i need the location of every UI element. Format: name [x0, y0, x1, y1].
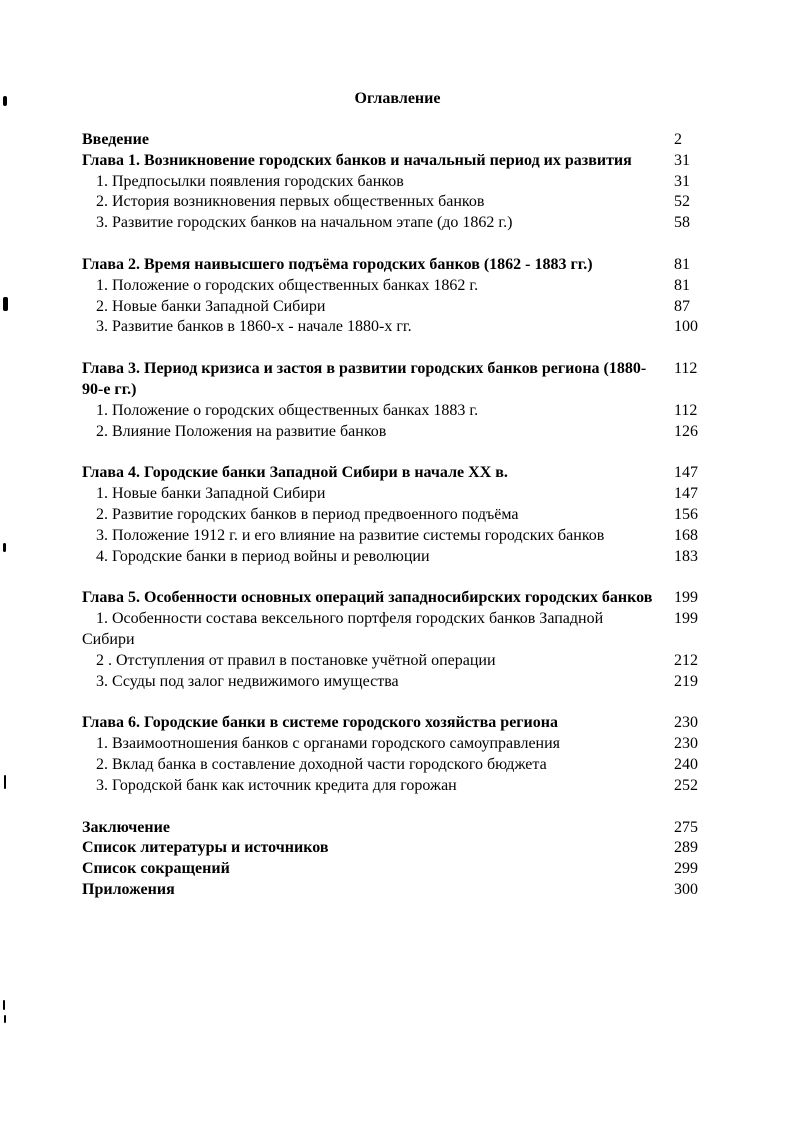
toc-page-number: 31	[674, 151, 690, 169]
toc-entry-title: 3. Развитие банков в 1860-х - начале 1880-х гг.	[96, 318, 412, 336]
toc-entry-section[interactable]	[82, 505, 722, 526]
spacer	[82, 797, 722, 818]
toc-entry-title: 2 . Отступления от правил в постановке учётной операции	[96, 651, 496, 669]
toc-entry-section[interactable]	[82, 547, 722, 568]
toc-page-number: 199	[674, 610, 698, 628]
toc-entry-title: 2. Вклад банка в составление доходной части городского бюджета	[96, 755, 547, 773]
toc-page-number: 100	[674, 318, 698, 336]
toc-entry-section[interactable]	[82, 672, 722, 693]
toc-entry-section[interactable]	[82, 755, 722, 776]
toc-entry-chapter-5[interactable]	[82, 588, 722, 609]
toc-entry-abbreviations[interactable]	[82, 859, 722, 880]
toc-entry-section[interactable]	[82, 776, 722, 797]
toc-entry-title: Глава 3. Период кризиса и застоя в развитии городских банков региона (1880-90-е гг.)	[82, 360, 647, 398]
toc-entry-title: 1. Предпосылки появления городских банков	[96, 172, 404, 190]
toc-entry-section[interactable]	[82, 172, 722, 193]
toc-entry-section[interactable]	[82, 276, 722, 297]
toc-entry-title: 3. Ссуды под залог недвижимого имущества	[96, 672, 399, 690]
spacer	[82, 442, 722, 463]
toc-page-number: 147	[674, 464, 698, 482]
toc-entry-chapter-4[interactable]	[82, 463, 722, 484]
toc-page-number: 230	[674, 714, 698, 732]
toc-entry-title: Заключение	[82, 818, 170, 836]
toc-page-number: 252	[674, 776, 698, 794]
toc-entry-section[interactable]	[82, 317, 722, 338]
toc-entry-section[interactable]	[82, 192, 722, 213]
scan-mark	[3, 96, 7, 106]
toc-page-number: 168	[674, 526, 698, 544]
toc-page-number: 87	[674, 297, 690, 315]
table-of-contents	[82, 130, 722, 901]
toc-page-number: 240	[674, 755, 698, 773]
toc-entry-title: 1. Положение о городских общественных банках 1862 г.	[96, 276, 479, 294]
toc-entry-title: Глава 6. Городские банки в системе городского хозяйства региона	[82, 714, 558, 732]
toc-entry-title: 1. Новые банки Западной Сибири	[96, 485, 326, 503]
toc-page-number: 183	[674, 547, 698, 565]
toc-page-number: 31	[674, 172, 690, 190]
toc-entry-title: Список сокращений	[82, 860, 230, 878]
toc-entry-title: 2. Развитие городских банков в период предвоенного подъёма	[96, 505, 519, 523]
toc-entry-title: 2. История возникновения первых общественных банков	[96, 193, 485, 211]
toc-entry-section[interactable]	[82, 484, 722, 505]
toc-page-number: 2	[674, 131, 682, 148]
scan-mark	[3, 543, 6, 552]
toc-entry-title: 2. Влияние Положения на развитие банков	[96, 422, 387, 440]
toc-entry-section[interactable]	[82, 526, 722, 547]
toc-page-number: 199	[674, 589, 698, 607]
toc-entry-appendices[interactable]	[82, 880, 722, 901]
toc-page-number: 299	[674, 860, 698, 878]
toc-entry-section[interactable]	[82, 213, 722, 234]
toc-entry-title: 1. Особенности состава вексельного портфеля городских банков Западной Сибири	[82, 610, 604, 648]
toc-page-number: 156	[674, 505, 698, 523]
toc-page-number: 52	[674, 193, 690, 211]
toc-entry-bibliography[interactable]	[82, 838, 722, 859]
toc-entry-title: Введение	[82, 131, 149, 148]
spacer	[82, 567, 722, 588]
toc-page-number: 58	[674, 214, 690, 232]
toc-entry-section[interactable]	[82, 609, 722, 651]
toc-entry-title: 4. Городские банки в период войны и революции	[96, 547, 430, 565]
toc-entry-title: Глава 5. Особенности основных операций западносибирских городских банков	[82, 589, 653, 607]
toc-entry-title: 1. Положение о городских общественных банках 1883 г.	[96, 401, 479, 419]
toc-entry-introduction[interactable]	[82, 130, 722, 151]
toc-page-number: 126	[674, 422, 698, 440]
toc-entry-section[interactable]	[82, 734, 722, 755]
toc-entry-title: 2. Новые банки Западной Сибири	[96, 297, 326, 315]
page-title: Оглавление	[354, 90, 441, 107]
toc-entry-chapter-3[interactable]	[82, 359, 722, 401]
toc-entry-section[interactable]	[82, 422, 722, 443]
toc-entry-title: Глава 1. Возникновение городских банков и начальный период их развития	[82, 151, 632, 169]
scan-mark	[4, 775, 6, 789]
scan-mark	[4, 1015, 6, 1023]
toc-page-number: 81	[674, 255, 690, 273]
scan-mark	[3, 297, 8, 311]
spacer	[82, 338, 722, 359]
spacer	[82, 234, 722, 255]
toc-entry-section[interactable]	[82, 401, 722, 422]
toc-page-number: 289	[674, 839, 698, 857]
toc-page-number: 230	[674, 735, 698, 753]
toc-entry-section[interactable]	[82, 297, 722, 318]
toc-page-number: 112	[674, 401, 698, 419]
toc-entry-chapter-2[interactable]	[82, 255, 722, 276]
toc-entry-chapter-1[interactable]	[82, 151, 722, 172]
toc-entry-title: 3. Городской банк как источник кредита для горожан	[96, 776, 457, 794]
toc-page-number: 300	[674, 880, 698, 898]
toc-entry-title: Приложения	[82, 880, 175, 898]
toc-page-number: 275	[674, 818, 698, 836]
toc-entry-title: 3. Положение 1912 г. и его влияние на развитие системы городских банков	[96, 526, 605, 544]
toc-entry-conclusion[interactable]	[82, 818, 722, 839]
spacer	[82, 692, 722, 713]
toc-entry-section[interactable]	[82, 651, 722, 672]
toc-page-number: 112	[674, 360, 698, 378]
toc-entry-title: Глава 2. Время наивысшего подъёма городских банков (1862 - 1883 гг.)	[82, 255, 593, 273]
toc-entry-chapter-6[interactable]	[82, 713, 722, 734]
toc-entry-title: Глава 4. Городские банки Западной Сибири в начале XX в.	[82, 464, 508, 482]
toc-page-number: 81	[674, 276, 690, 294]
toc-page-number: 147	[674, 485, 698, 503]
toc-entry-title: Список литературы и источников	[82, 839, 329, 857]
toc-page-number: 212	[674, 651, 698, 669]
toc-page-number: 219	[674, 672, 698, 690]
toc-entry-title: 1. Взаимоотношения банков с органами городского самоуправления	[96, 735, 561, 753]
toc-entry-title: 3. Развитие городских банков на начальном этапе (до 1862 г.)	[96, 214, 513, 232]
scan-mark	[3, 1000, 5, 1010]
